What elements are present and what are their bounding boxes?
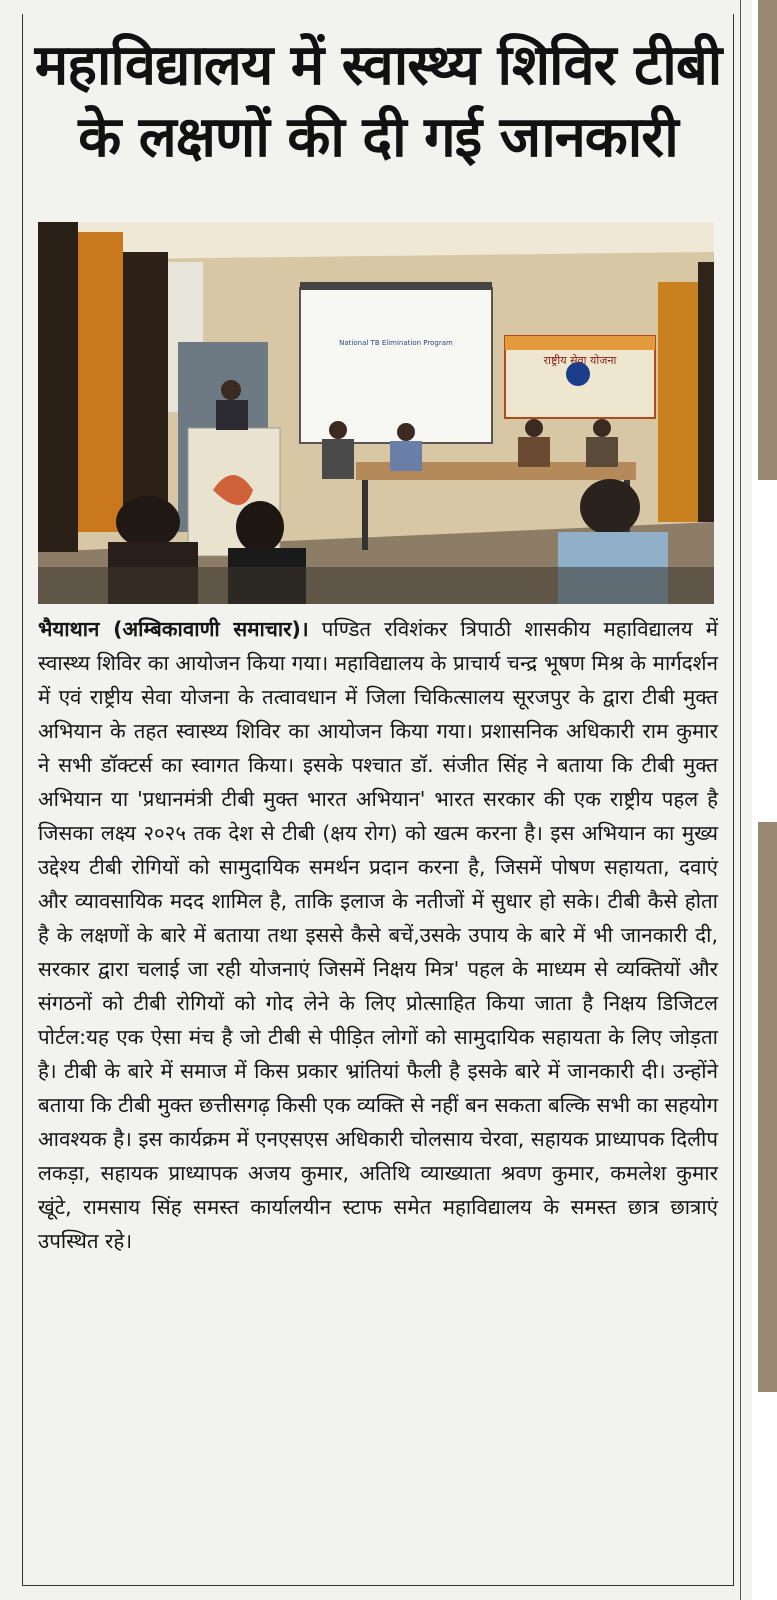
guest-body <box>586 437 618 467</box>
article-dateline: भैयाथान (अम्बिकावाणी समाचार)। <box>38 617 309 641</box>
article-headline <box>22 30 734 174</box>
headline-line-2: के लक्षणों की दी गई जानकारी <box>78 105 678 170</box>
guest-head <box>525 419 543 437</box>
headline-line-1: महाविद्यालय में स्वास्थ्य शिविर टीबी <box>34 33 722 98</box>
screen-text: National TB Elimination Program <box>339 339 453 347</box>
curtain-orange-left <box>78 232 123 532</box>
screen-roller <box>300 282 492 290</box>
adjacent-photo <box>758 822 777 1392</box>
guest-body <box>390 441 422 471</box>
article-body <box>38 612 718 1258</box>
guest-head <box>329 421 347 439</box>
audience-head <box>116 496 180 548</box>
article-text: पण्डित रविशंकर त्रिपाठी शासकीय महाविद्यालय में स्वास्थ्य शिविर का आयोजन किया गया। महाविद्यालय के प्राचार्य चन्द्र भूषण मिश्र के मार्गदर्शन में एवं राष्ट्रीय सेवा योजना के तत्वावधान में जिला चिकित्सालय सूरजपुर के द्वारा टीबी मुक्त अभियान के तहत स्वास्थ्य शिविर का आयोजन किया गया। प्रशासनिक अधिकारी राम कुमार ने सभी डॉक्टर्स का स्वागत किया। इसके पश्चात डॉ. संजीत सिंह ने बताया कि टीबी मुक्त अभियान या 'प्रधानमंत्री टीबी मुक्त भारत अभियान' भारत सरकार की एक राष्ट्रीय पहल है जिसका लक्ष्य २०२५ तक देश से टीबी (क्षय रोग) को खत्म करना है। इस अभियान का मुख्य उद्देश्य टीबी रोगियों को सामुदायिक समर्थन प्रदान करना है, जिसमें पोषण सहायता, दवाएं और व्यावसायिक मदद शामिल है, ताकि इलाज के नतीजों में सुधार हो सके। टीबी कैसे होता है के लक्षणों के बारे में बताया तथा इससे कैसे बचें,उसके उपाय के बारे में भी जानकारी दी, सरकार द्वारा चलाई जा रही योजनाएं जिसमें निक्षय मित्र' पहल के माध्यम से व्यक्तियों और संगठनों को टीबी रोगियों को गोद लेने के लिए प्रोत्साहित किया जाता है निक्षय डिजिटल पोर्टल:यह एक ऐसा मंच है जो टीबी से पीड़ित लोगों को सामुदायिक सहायता के लिए जोड़ता है। टीबी के बारे में समाज में किस प्रकार भ्रांतियां फैली है इसके बारे में जानकारी दी। उन्होंने बताया कि टीबी मुक्त छत्तीसगढ़ किसी एक व्यक्ति से नहीं बन सकता बल्कि सभी का सहयोग आवश्यक है। इस कार्यक्रम में एनएसएस अधिकारी चोलसाय चेरवा, सहायक प्राध्यापक दिलीप लकड़ा, सहायक प्राध्यापक अजय कुमार, अतिथि व्याख्याता श्रवण कुमार, कमलेश कुमार खूंटे, रामसाय सिंह समस्त कार्यालयीन स्टाफ समेत महाविद्यालय के समस्त छात्र छात्राएं उपस्थित रहे। <box>38 617 718 1253</box>
curtain-orange-right <box>658 282 698 522</box>
guest-head <box>593 419 611 437</box>
cut-off-text-fragment <box>40 0 640 10</box>
banner-text: राष्ट्रीय सेवा योजना <box>543 354 617 367</box>
table-leg <box>362 480 368 550</box>
audience-head <box>236 501 284 553</box>
speaker-head <box>221 380 241 400</box>
speaker-body <box>216 400 248 430</box>
guest-head <box>397 423 415 441</box>
curtain-dark-right <box>698 262 714 522</box>
chairs-row <box>38 567 714 604</box>
guest-body <box>518 437 550 467</box>
curtain-dark-left <box>38 222 78 552</box>
audience-head <box>580 479 640 535</box>
adjacent-photo <box>758 0 777 480</box>
curtain-dark <box>123 252 168 522</box>
guest-body <box>322 439 354 479</box>
article-photo <box>38 222 714 604</box>
projector-screen <box>300 288 492 443</box>
banner-strip <box>505 336 655 350</box>
